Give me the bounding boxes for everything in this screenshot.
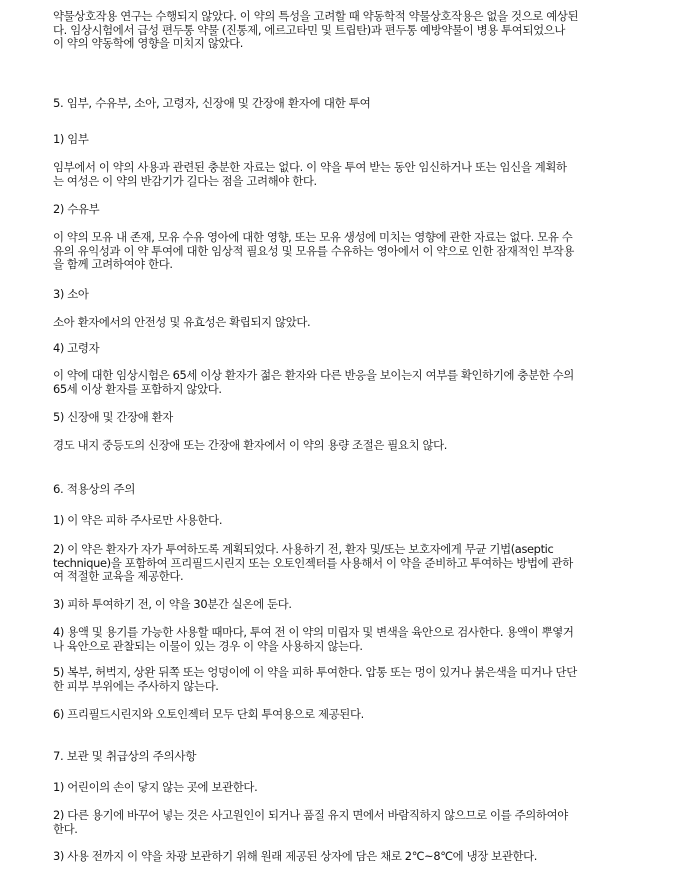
text-line: 4) 용액 및 용기를 가능한 사용할 때마다, 투여 전 이 약의 미립자 및 변색을 육안으로 검사한다. 용액이 뿌옇거 [53,625,574,639]
application-item-6 [53,708,643,722]
text-line: 이 약의 모유 내 존재, 모유 수유 영아에 대한 영향, 또는 모유 생성에 미치는 영향에 관한 자료는 없다. 모유 수 [53,230,573,244]
section-7-title: 7. 보관 및 취급상의 주의사항 [53,749,197,763]
text-line: 한 피부 부위에는 주사하지 않는다. [53,678,219,693]
text-line: technique)을 포함하여 프리필드시린지 또는 오토인젝터를 사용해서 이 약을 준비하고 투여하는 방법에 관하 [53,555,573,570]
pediatric-heading: 3) 소아 [53,287,89,301]
text-line: 1) 이 약은 피하 주사로만 사용한다. [53,513,223,527]
text-line: 1) 어린이의 손이 닿지 않는 곳에 보관한다. [53,780,258,794]
text-line: 3) 사용 전까지 이 약을 차광 보관하기 위해 원래 제공된 상자에 담은 채로 2℃~8℃에 냉장 보관한다. [53,849,538,863]
text-line: 을 함께 고려하여야 한다. [53,257,173,272]
renal-hepatic-paragraph [53,439,643,453]
storage-item-1 [53,781,643,795]
text-line: 한다. [53,821,78,836]
text-line: 경도 내지 중등도의 신장애 또는 간장애 환자에서 이 약의 용량 조절은 필요치 않다. [53,438,448,452]
section-5-title: 5. 임부, 수유부, 소아, 고령자, 신장애 및 간장애 환자에 대한 투여 [53,96,371,110]
application-item-1 [53,514,643,528]
text-line: 2) 다른 용기에 바꾸어 넣는 것은 사고원인이 되거나 품질 유지 면에서 바람직하지 않으므로 이를 주의하여야 [53,808,568,822]
interaction-paragraph [53,10,643,51]
application-item-5 [53,666,643,693]
text-line: 는 여성은 이 약의 반감기가 길다는 점을 고려해야 한다. [53,173,317,188]
text-line: 여 적절한 교육을 제공한다. [53,569,184,584]
text-line: 나 육안으로 관찰되는 이물이 있는 경우 이 약을 사용하지 않는다. [53,638,363,653]
text-line: 5) 복부, 허벅지, 상완 뒤쪽 또는 엉덩이에 이 약을 피하 투여한다. 압통 또는 멍이 있거나 붉은색을 띠거나 단단 [53,665,577,679]
application-item-3 [53,598,643,612]
text-line: 이 약에 대한 임상시험은 65세 이상 환자가 젊은 환자와 다른 반응을 보이는지 여부를 확인하기에 충분한 수의 [53,368,574,382]
section-6-title: 6. 적용상의 주의 [53,482,136,496]
storage-item-3 [53,850,643,864]
pregnancy-heading: 1) 임부 [53,132,89,146]
text-line: 다. 임상시험에서 급성 편두통 약물 (진통제, 에르고타민 및 트립탄)과 편두통 예방약물이 병용 투여되었으나 [53,22,566,37]
lactation-heading: 2) 수유부 [53,202,100,216]
geriatric-paragraph [53,369,643,396]
text-line: 2) 이 약은 환자가 자가 투여하도록 계획되었다. 사용하기 전, 환자 및/또는 보호자에게 무균 기법(aseptic [53,542,554,556]
text-line: 약물상호작용 연구는 수행되지 않았다. 이 약의 특성을 고려할 때 약동학적 약물상호작용은 없을 것으로 예상된 [53,9,579,23]
text-line: 소아 환자에서의 안전성 및 유효성은 확립되지 않았다. [53,315,311,329]
pregnancy-paragraph [53,161,643,188]
application-item-2 [53,543,643,584]
text-line: 6) 프리필드시린지와 오토인젝터 모두 단회 투여용으로 제공된다. [53,707,364,721]
text-line: 유의 유익성과 이 약 투여에 대한 임상적 필요성 및 모유를 수유하는 영아에서 이 약으로 인한 잠재적인 부작용 [53,243,575,258]
text-line: 이 약의 약동학에 영향을 미치지 않았다. [53,36,244,51]
storage-item-2 [53,809,643,836]
application-item-4 [53,626,643,653]
lactation-paragraph [53,231,643,272]
text-line: 3) 피하 투여하기 전, 이 약을 30분간 실온에 둔다. [53,597,292,611]
renal-hepatic-heading: 5) 신장애 및 간장애 환자 [53,410,173,424]
pediatric-paragraph [53,316,643,330]
geriatric-heading: 4) 고령자 [53,341,100,355]
text-line: 임부에서 이 약의 사용과 관련된 충분한 자료는 없다. 이 약을 투여 받는 동안 임신하거나 또는 임신을 계획하 [53,160,567,174]
text-line: 65세 이상 환자를 포함하지 않았다. [53,381,222,396]
